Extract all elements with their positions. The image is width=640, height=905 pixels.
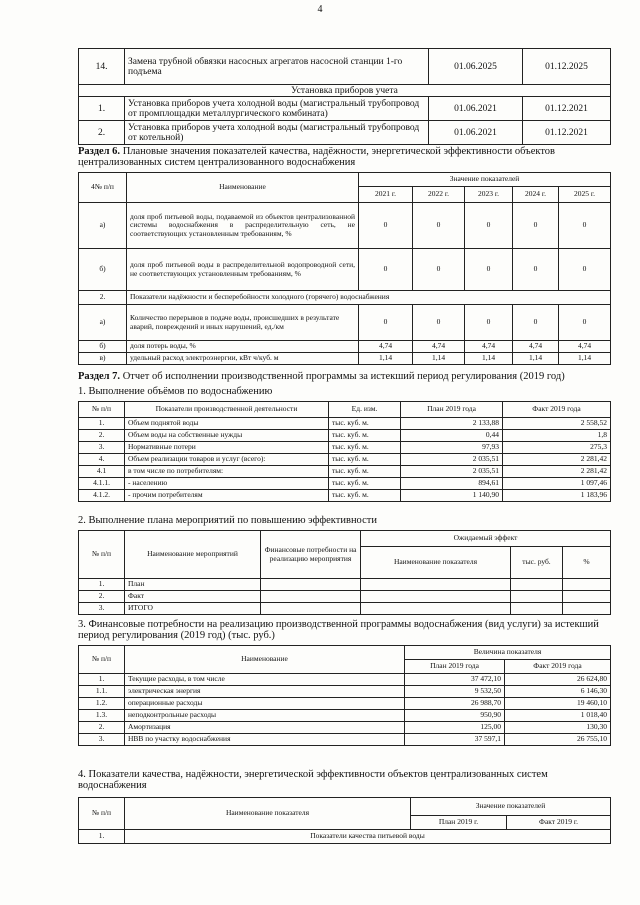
row-number: 1.3. (79, 710, 125, 722)
row-unit: тыс. куб. м. (329, 454, 401, 466)
table-row (79, 698, 611, 710)
table-row (79, 305, 611, 341)
sub4-heading: 4. Показатели качества, надёжности, энергетической эффективности объектов централизованных систем водоснабжения (78, 769, 548, 791)
end-date: 01.12.2021 (523, 121, 611, 145)
row-name: НВВ по участку водоснабжения (125, 734, 405, 746)
section6-label: Раздел 6. (78, 146, 121, 157)
value-cell: 4,74 (513, 341, 559, 353)
year-2024: 2024 г. (513, 187, 559, 203)
value-cell: 1,14 (359, 353, 413, 365)
end-date: 01.12.2025 (523, 49, 611, 85)
value-cell: 0 (413, 305, 465, 341)
empty-cell (511, 591, 563, 603)
table-row (79, 203, 611, 249)
row-number: 1.1. (79, 686, 125, 698)
row-name: Объем поднятой воды (125, 418, 329, 430)
start-date: 01.06.2021 (429, 97, 523, 121)
table-row (79, 97, 611, 121)
table-row (79, 490, 611, 502)
volumes-table (78, 401, 610, 502)
value-cell: 0 (413, 249, 465, 291)
row-fact: 19 460,10 (505, 698, 611, 710)
table-row (79, 121, 611, 145)
head-indicator: Наименование показателя (361, 547, 511, 579)
row-fact: 130,30 (505, 722, 611, 734)
row-name: Текущие расходы, в том числе (125, 674, 405, 686)
table-row (79, 291, 611, 305)
row-number: 2. (79, 291, 127, 305)
head-name: Наименование показателя (125, 798, 411, 830)
row-number: 2. (79, 121, 125, 145)
table-row (79, 579, 611, 591)
head-name: Наименование (125, 646, 405, 674)
row-name: Установка приборов учета холодной воды (магистральный трубопровод от котельной) (125, 121, 429, 145)
empty-cell (361, 579, 511, 591)
row-number: 4.1.2. (79, 490, 125, 502)
row-plan: 894,61 (401, 478, 503, 490)
row-fact: 1,8 (503, 430, 611, 442)
row-fact: 2 281,42 (503, 454, 611, 466)
value-cell: 0 (465, 305, 513, 341)
head-value: Значение показателей (411, 798, 611, 816)
empty-cell (361, 603, 511, 615)
table-row (79, 49, 611, 85)
row-number: 3. (79, 734, 125, 746)
head-effect: Ожидаемый эффект (361, 531, 611, 547)
table-row (79, 442, 611, 454)
section7-label: Раздел 7. (78, 371, 121, 382)
row-plan: 950,90 (405, 710, 505, 722)
start-date: 01.06.2025 (429, 49, 523, 85)
row-name: План (125, 579, 261, 591)
head-no: № п/п (79, 646, 125, 674)
section7-heading (78, 371, 610, 382)
table-row (79, 603, 611, 615)
row-number: в) (79, 353, 127, 365)
row-number: 1.2. (79, 698, 125, 710)
row-unit: тыс. куб. м. (329, 478, 401, 490)
value-cell: 0 (559, 305, 611, 341)
row-plan: 9 532,50 (405, 686, 505, 698)
row-number: 14. (79, 49, 125, 85)
head-no: № п/п (79, 531, 125, 579)
row-name: доля проб питьевой воды, подаваемой из объектов централизованной системы водоснабжения в распределительную сеть, не соответствующих установленным требованиям, % (127, 203, 359, 249)
head-no: 4№ п/п (79, 173, 127, 203)
row-unit: тыс. куб. м. (329, 418, 401, 430)
row-unit: тыс. куб. м. (329, 442, 401, 454)
row-name: Объем реализации товаров и услуг (всего): (125, 454, 329, 466)
row-name: ИТОГО (125, 603, 261, 615)
empty-cell (563, 579, 611, 591)
sub1-heading: 1. Выполнение объёмов по водоснабжению (78, 386, 273, 397)
start-date: 01.06.2021 (429, 121, 523, 145)
row-number: 4.1 (79, 466, 125, 478)
row-name: - населению (125, 478, 329, 490)
value-cell: 0 (559, 203, 611, 249)
row-name: Объем воды на собственные нужды (125, 430, 329, 442)
table-row (79, 591, 611, 603)
row-fact: 26 755,10 (505, 734, 611, 746)
head-fin: Финансовые потребности на реализацию мероприятия (261, 531, 361, 579)
row-name: электрическая энергия (125, 686, 405, 698)
empty-cell (511, 603, 563, 615)
row-fact: 2 281,42 (503, 466, 611, 478)
year-2023: 2023 г. (465, 187, 513, 203)
row-fact: 6 146,30 (505, 686, 611, 698)
value-cell: 1,14 (413, 353, 465, 365)
head-plan: План 2019 года (401, 402, 503, 418)
table-section-row (79, 85, 611, 97)
head-unit: Ед. изм. (329, 402, 401, 418)
head-fact: Факт 2019 года (505, 660, 611, 674)
row-plan: 125,00 (405, 722, 505, 734)
empty-cell (511, 579, 563, 591)
table-row (79, 734, 611, 746)
row-number: 1. (79, 418, 125, 430)
head-plan: План 2019 г. (411, 816, 507, 830)
value-cell: 0 (465, 203, 513, 249)
row-number: 2. (79, 722, 125, 734)
value-cell: 0 (359, 203, 413, 249)
table-row (79, 466, 611, 478)
row-name: удельный расход электроэнергии, кВт ч/куб. м (127, 353, 359, 365)
year-2021: 2021 г. (359, 187, 413, 203)
value-cell: 0 (559, 249, 611, 291)
value-cell: 4,74 (413, 341, 465, 353)
head-rub: тыс. руб. (511, 547, 563, 579)
table-row (79, 353, 611, 365)
section6-heading (78, 146, 610, 168)
table-row (79, 830, 611, 844)
head-no: № п/п (79, 402, 125, 418)
row-name: - прочим потребителям (125, 490, 329, 502)
head-plan: План 2019 года (405, 660, 505, 674)
row-fact: 1 097,46 (503, 478, 611, 490)
row-plan: 1 140,90 (401, 490, 503, 502)
row-fact: 275,3 (503, 442, 611, 454)
row-number: 1. (79, 830, 125, 844)
row-number: 1. (79, 674, 125, 686)
table-row (79, 454, 611, 466)
row-number: б) (79, 341, 127, 353)
row-unit: тыс. куб. м. (329, 490, 401, 502)
row-fact: 1 183,96 (503, 490, 611, 502)
row-name: Нормативные потери (125, 442, 329, 454)
year-2025: 2025 г. (559, 187, 611, 203)
head-pct: % (563, 547, 611, 579)
head-values: Значение показателей (359, 173, 611, 187)
table-row (79, 418, 611, 430)
section6-table (78, 172, 610, 365)
row-number: 4.1.1. (79, 478, 125, 490)
table-row (79, 674, 611, 686)
row-name: Показатели надёжности и бесперебойности холодного (горячего) водоснабжения (127, 291, 611, 305)
row-name: неподконтрольные расходы (125, 710, 405, 722)
table-row (79, 710, 611, 722)
row-number: 1. (79, 97, 125, 121)
row-name: операционные расходы (125, 698, 405, 710)
row-plan: 2 035,51 (401, 466, 503, 478)
head-no: № п/п (79, 798, 125, 830)
head-value: Величина показателя (405, 646, 611, 660)
row-fact: 2 558,52 (503, 418, 611, 430)
row-fact: 1 018,40 (505, 710, 611, 722)
value-cell: 4,74 (559, 341, 611, 353)
row-name: Показатели качества питьевой воды (125, 830, 611, 844)
empty-cell (361, 591, 511, 603)
financial-table (78, 645, 610, 746)
row-name: Амортизация (125, 722, 405, 734)
row-name: Количество перерывов в подаче воды, происшедших в результате аварий, повреждений и иных нарушений, ед./км (127, 305, 359, 341)
row-plan: 97,93 (401, 442, 503, 454)
value-cell: 0 (513, 249, 559, 291)
table-row (79, 686, 611, 698)
row-name: доля проб питьевой воды в распределительной водопроводной сети, не соответствующих установленным требованиям, % (127, 249, 359, 291)
table-row (79, 722, 611, 734)
value-cell: 0 (465, 249, 513, 291)
table-row (79, 341, 611, 353)
head-name: Показатели производственной деятельности (125, 402, 329, 418)
row-plan: 0,44 (401, 430, 503, 442)
section6-title: Плановые значения показателей качества, надёжности, энергетической эффективности объектов централизованных систем централизованного водоснабжения (78, 146, 555, 168)
row-number: а) (79, 305, 127, 341)
empty-cell (261, 579, 361, 591)
head-name: Наименование (127, 173, 359, 203)
sub3-heading: 3. Финансовые потребности на реализацию производственной программы водоснабжения (вид услуги) за истекший период регулирования (2019 год) (тыс. руб.) (78, 619, 599, 641)
row-number: 1. (79, 579, 125, 591)
value-cell: 0 (359, 305, 413, 341)
row-plan: 2 035,51 (401, 454, 503, 466)
row-name: Замена трубной обвязки насосных агрегатов насосной станции 1-го подъема (125, 49, 429, 85)
quality-table (78, 797, 610, 844)
empty-cell (563, 591, 611, 603)
value-cell: 0 (413, 203, 465, 249)
row-unit: тыс. куб. м. (329, 466, 401, 478)
value-cell: 4,74 (465, 341, 513, 353)
end-date: 01.12.2021 (523, 97, 611, 121)
row-name: в том числе по потребителям: (125, 466, 329, 478)
sub2-heading: 2. Выполнение плана мероприятий по повышению эффективности (78, 515, 377, 526)
section-title: Установка приборов учета (79, 85, 611, 97)
value-cell: 1,14 (559, 353, 611, 365)
empty-cell (261, 591, 361, 603)
value-cell: 1,14 (513, 353, 559, 365)
row-name: Установка приборов учета холодной воды (магистральный трубопровод от промплощадки металлургического комбината) (125, 97, 429, 121)
empty-cell (261, 603, 361, 615)
table-row (79, 249, 611, 291)
row-fact: 26 624,80 (505, 674, 611, 686)
value-cell: 0 (513, 203, 559, 249)
row-number: 4. (79, 454, 125, 466)
empty-cell (563, 603, 611, 615)
head-fact: Факт 2019 г. (507, 816, 611, 830)
row-name: доля потерь воды, % (127, 341, 359, 353)
value-cell: 1,14 (465, 353, 513, 365)
table-row (79, 430, 611, 442)
row-number: 3. (79, 603, 125, 615)
section7-title: Отчет об исполнении производственной программы за истекший период регулирования (2019 год) (122, 371, 565, 382)
row-number: 3. (79, 442, 125, 454)
row-number: 2. (79, 591, 125, 603)
top-measures-table (78, 48, 610, 145)
row-plan: 37 472,10 (405, 674, 505, 686)
efficiency-table (78, 530, 610, 615)
row-name: Факт (125, 591, 261, 603)
row-plan: 2 133,88 (401, 418, 503, 430)
value-cell: 4,74 (359, 341, 413, 353)
row-plan: 37 597,1 (405, 734, 505, 746)
row-number: а) (79, 203, 127, 249)
row-plan: 26 988,70 (405, 698, 505, 710)
table-row (79, 478, 611, 490)
row-number: б) (79, 249, 127, 291)
value-cell: 0 (359, 249, 413, 291)
head-fact: Факт 2019 года (503, 402, 611, 418)
year-2022: 2022 г. (413, 187, 465, 203)
value-cell: 0 (513, 305, 559, 341)
page-number: 4 (317, 4, 323, 15)
head-name: Наименование мероприятий (125, 531, 261, 579)
row-unit: тыс. куб. м. (329, 430, 401, 442)
row-number: 2. (79, 430, 125, 442)
